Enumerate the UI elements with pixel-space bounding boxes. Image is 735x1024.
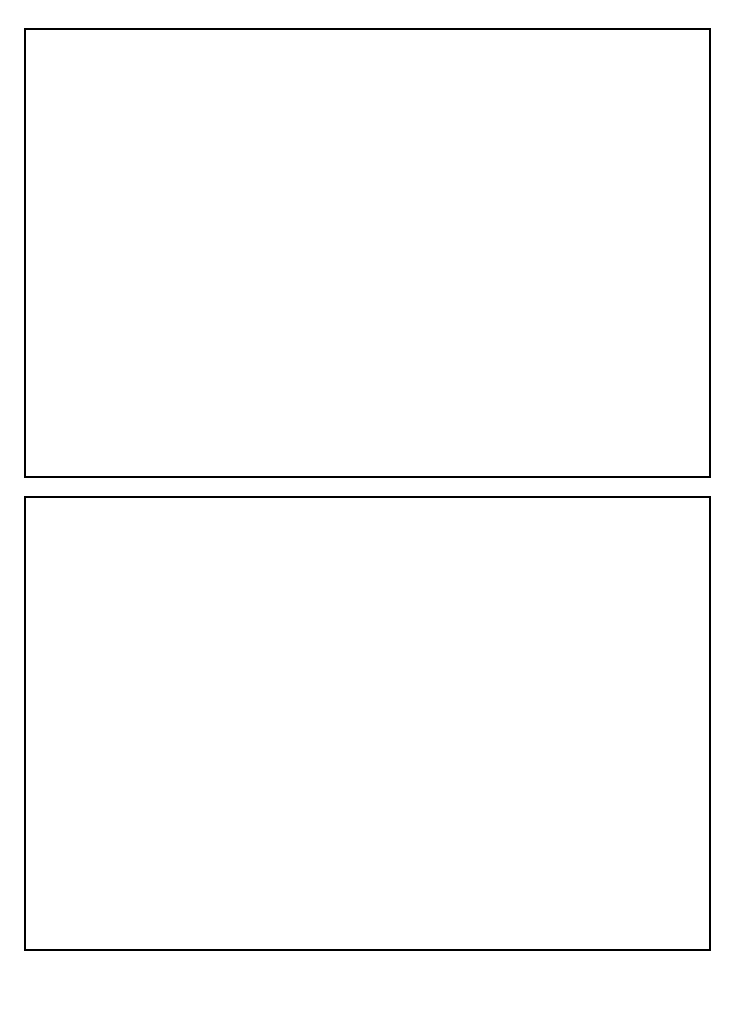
roster-table-bottom: [24, 496, 711, 951]
roster-table-top: [24, 28, 711, 478]
